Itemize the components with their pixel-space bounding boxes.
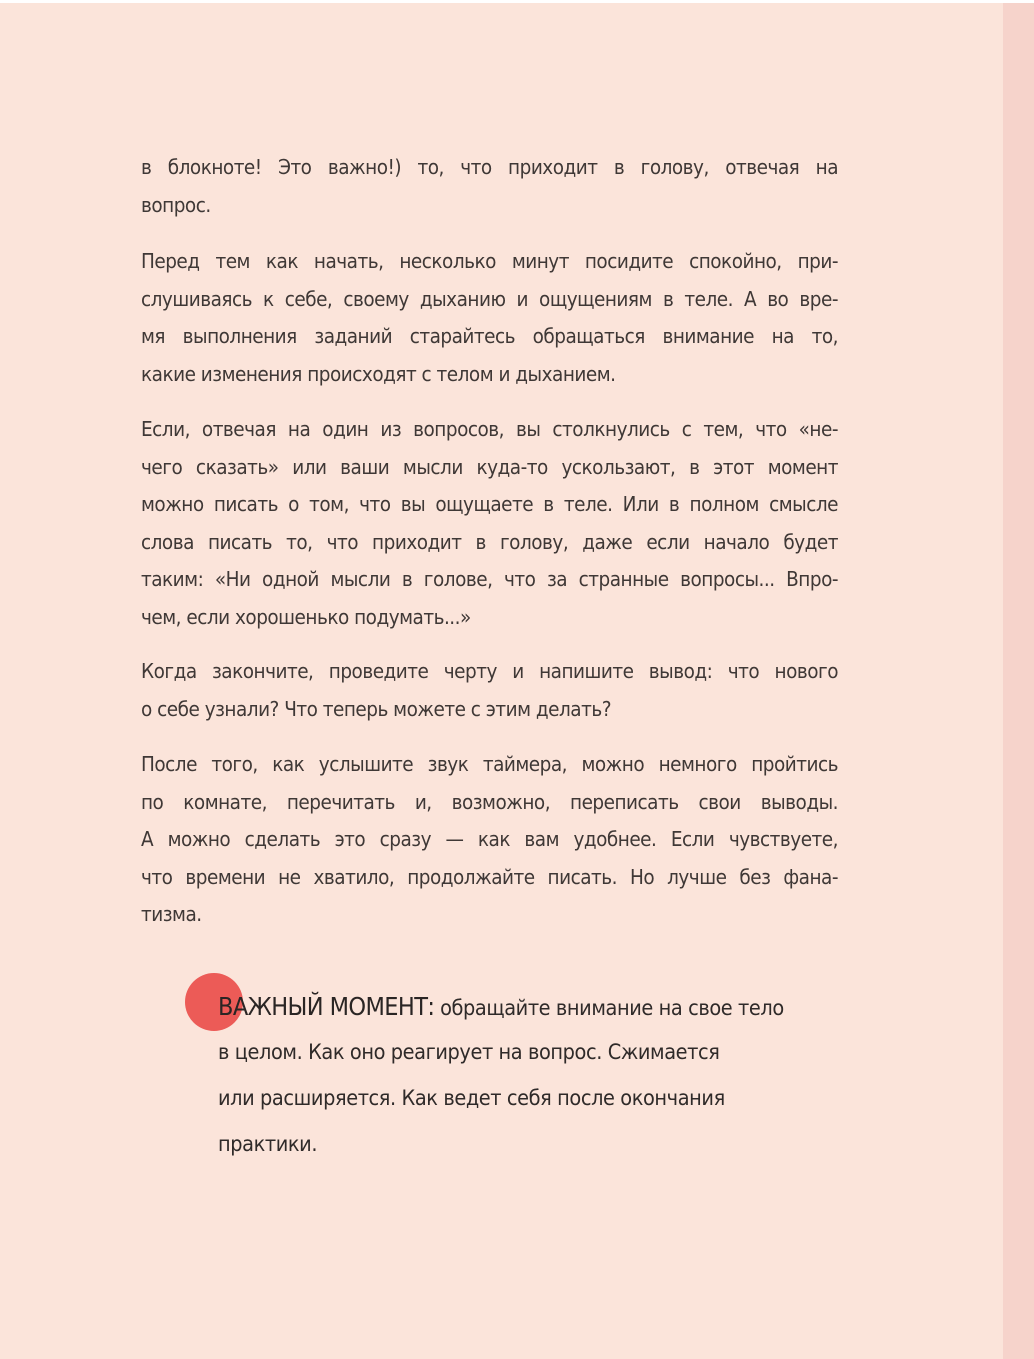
paragraph-line: таким: «Ни одной мысли в голове, что за странные вопросы... Впро- <box>141 567 838 591</box>
page-edge <box>1003 0 1034 1359</box>
paragraph-2 <box>141 243 838 393</box>
note-first-line <box>218 984 833 1030</box>
paragraph-3 <box>141 411 838 636</box>
paragraph-line: слушиваясь к себе, своему дыханию и ощущениям в теле. А во вре- <box>141 286 838 311</box>
paragraph-line: какие изменения происходят с телом и дыханием. <box>141 361 616 386</box>
paragraph-line: в блокноте! Это важно!) то, что приходит в голову, отвечая на <box>141 155 838 179</box>
paragraph-4 <box>141 653 838 728</box>
paragraph-line: слова писать то, что приходит в голову, даже если начало будет <box>141 529 838 554</box>
note-line: практики. <box>218 1132 318 1157</box>
paragraph-5 <box>141 746 838 934</box>
paragraph-line: чем, если хорошенько подумать...» <box>141 604 471 629</box>
note-first-line-text: обращайте внимание на свое тело <box>434 996 784 1021</box>
paragraph-line: о себе узнали? Что теперь можете с этим делать? <box>141 696 611 721</box>
paragraph-line: чего сказать» или ваши мысли куда-то ускользают, в этот момент <box>141 454 838 479</box>
paragraph-1 <box>141 149 838 224</box>
page-top-edge <box>0 0 1034 3</box>
paragraph-line: мя выполнения заданий старайтесь обращаться внимание на то, <box>141 324 838 348</box>
paragraph-line: Если, отвечая на один из вопросов, вы столкнулись с тем, что «не- <box>141 417 838 441</box>
important-note <box>218 984 833 1168</box>
note-line: или расширяется. Как ведет себя после окончания <box>218 1086 725 1111</box>
paragraph-line: Перед тем как начать, несколько минут посидите спокойно, при- <box>141 249 838 273</box>
paragraph-line: можно писать о том, что вы ощущаете в теле. Или в полном смысле <box>141 492 838 516</box>
paragraph-line: по комнате, перечитать и, возможно, переписать свои выводы. <box>141 789 838 814</box>
paragraph-line: что времени не хватило, продолжайте писать. Но лучше без фана- <box>141 864 838 889</box>
paragraph-line: После того, как услышите звук таймера, можно немного пройтись <box>141 752 838 776</box>
paragraph-line: тизма. <box>141 902 202 926</box>
paragraph-line: А можно сделать это сразу — как вам удобнее. Если чувствуете, <box>141 827 838 851</box>
paragraph-line: вопрос. <box>141 192 211 217</box>
paragraph-line: Когда закончите, проведите черту и напишите вывод: что нового <box>141 659 838 683</box>
note-heading: ВАЖНЫЙ МОМЕНТ: <box>218 992 435 1021</box>
note-line: в целом. Как оно реагирует на вопрос. Сжимается <box>218 1040 720 1065</box>
